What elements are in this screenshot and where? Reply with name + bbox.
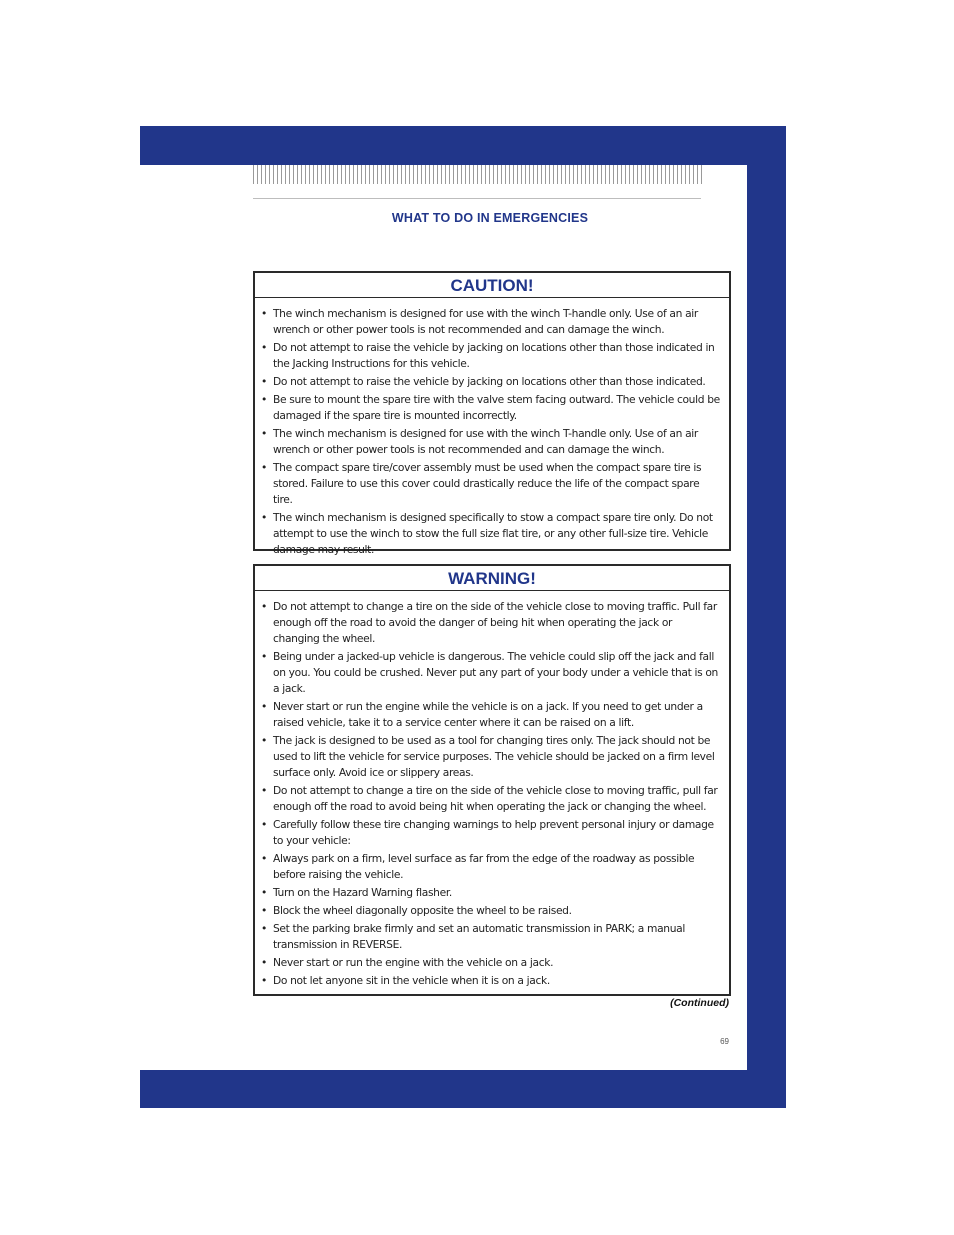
warning-item: • Never start or run the engine while the vehicle is on a jack. If you need to get under a raised vehicle, take it to a service center where it can be raised on a lift.	[263, 699, 721, 731]
warning-item: • Do not let anyone sit in the vehicle when it is on a jack.	[263, 973, 721, 989]
warning-item: • Do not attempt to change a tire on the side of the vehicle close to moving traffic, pull far enough off the road to avoid being hit when operating the jack or changing the wheel.	[263, 783, 721, 815]
warning-item: • Turn on the Hazard Warning flasher.	[263, 885, 721, 901]
caution-item: • Do not attempt to raise the vehicle by jacking on locations other than those indicated in the Jacking Instructions for this vehicle.	[263, 340, 721, 372]
page-frame-bottom-bar	[140, 1070, 786, 1108]
page-number: 69	[720, 1037, 729, 1046]
caution-heading: CAUTION!	[255, 273, 729, 298]
caution-item: • The compact spare tire/cover assembly must be used when the compact spare tire is stored. Failure to use this cover could drastically reduce the life of the compact spare tire.	[263, 460, 721, 508]
page-frame-right-bar	[747, 126, 786, 1108]
section-title: WHAT TO DO IN EMERGENCIES	[391, 211, 589, 225]
warning-item: • Being under a jacked-up vehicle is dangerous. The vehicle could slip off the jack and fall on you. You could be crushed. Never put any part of your body under a vehicle that is on a jack.	[263, 649, 721, 697]
page-frame-top-bar	[140, 126, 786, 165]
caution-box	[253, 271, 731, 556]
header-divider	[253, 198, 701, 199]
caution-list	[263, 306, 721, 558]
continued-note: (Continued)	[670, 997, 729, 1009]
caution-item: • The winch mechanism is designed for use with the winch T-handle only. Use of an air wrench or other power tools is not recommended and can damage the winch.	[263, 426, 721, 458]
warning-list	[263, 599, 721, 989]
caution-item: • Be sure to mount the spare tire with the valve stem facing outward. The vehicle could be damaged if the spare tire is mounted incorrectly.	[263, 392, 721, 424]
warning-item: • Carefully follow these tire changing warnings to help prevent personal injury or damage to your vehicle:	[263, 817, 721, 849]
warning-item: • Always park on a firm, level surface as far from the edge of the roadway as possible before raising the vehicle.	[263, 851, 721, 883]
caution-item: • The winch mechanism is designed for use with the winch T-handle only. Use of an air wrench or other power tools is not recommended and can damage the winch.	[263, 306, 721, 338]
caution-item: • The winch mechanism is designed specifically to stow a compact spare tire only. Do not attempt to use the winch to stow the full size flat tire, or any other full-size tire. Vehicle damage may result.	[263, 510, 721, 558]
warning-item: • Block the wheel diagonally opposite the wheel to be raised.	[263, 903, 721, 919]
warning-box	[253, 564, 731, 996]
warning-item: • Do not attempt to change a tire on the side of the vehicle close to moving traffic. Pull far enough off the road to avoid the danger of being hit when operating the jack or changing the wheel.	[263, 599, 721, 647]
warning-item: • The jack is designed to be used as a tool for changing tires only. The jack should not be used to lift the vehicle for service purposes. The vehicle should be jacked on a firm level surface only. Avoid ice or slippery areas.	[263, 733, 721, 781]
caution-item: • Do not attempt to raise the vehicle by jacking on locations other than those indicated.	[263, 374, 721, 390]
warning-item: • Never start or run the engine with the vehicle on a jack.	[263, 955, 721, 971]
decorative-tick-strip	[253, 165, 703, 184]
warning-item: • Set the parking brake firmly and set an automatic transmission in PARK; a manual transmission in REVERSE.	[263, 921, 721, 953]
warning-heading: WARNING!	[255, 566, 729, 591]
